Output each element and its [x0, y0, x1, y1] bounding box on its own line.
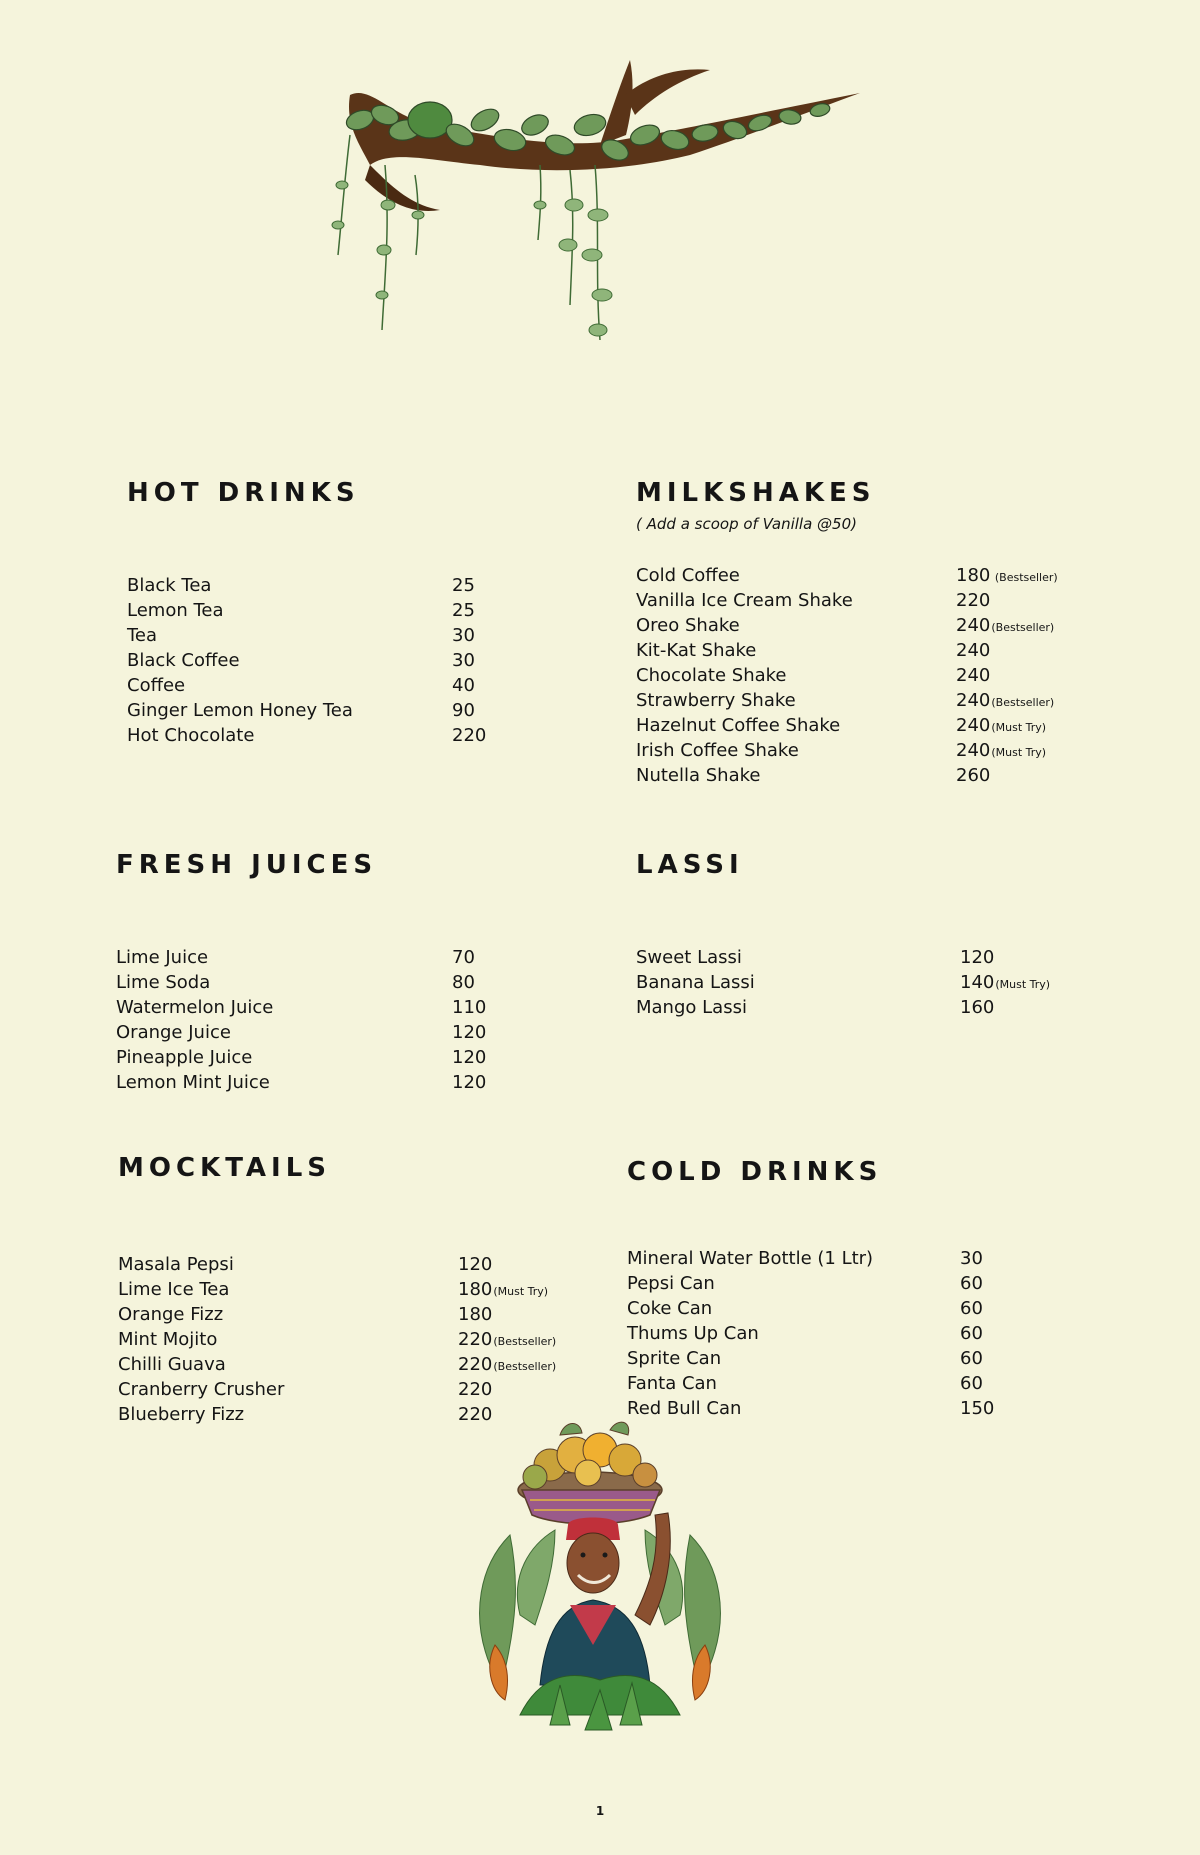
price-value: 240: [956, 740, 991, 761]
price-value: 160: [960, 997, 995, 1018]
price-value: 220: [458, 1379, 493, 1400]
item-name: Chilli Guava: [118, 1354, 226, 1375]
item-name: Watermelon Juice: [116, 997, 274, 1018]
price-value: 240: [956, 715, 991, 736]
item-tag: (Bestseller): [991, 571, 1058, 584]
menu-list: [636, 945, 1051, 1020]
item-name: Lime Juice: [116, 947, 209, 968]
item-price: [452, 995, 486, 1020]
milkshakes-section: [636, 476, 1058, 788]
item-name: Pepsi Can: [627, 1273, 715, 1294]
price-value: 70: [452, 947, 475, 968]
menu-item: [636, 613, 1055, 638]
price-value: 110: [452, 997, 487, 1018]
section-title: MILKSHAKES: [636, 478, 876, 508]
price-value: 60: [960, 1373, 983, 1394]
item-tag: (Must Try): [991, 721, 1047, 734]
menu-list: [116, 945, 487, 1095]
item-name: Banana Lassi: [636, 972, 755, 993]
section-title: HOT DRINKS: [127, 478, 360, 508]
item-price: [960, 1371, 983, 1396]
item-name: Mineral Water Bottle (1 Ltr): [627, 1248, 874, 1269]
item-price: [960, 995, 994, 1020]
menu-item: [116, 970, 475, 995]
menu-item: [636, 995, 995, 1020]
item-name: Cold Coffee: [636, 565, 740, 586]
menu-item: [118, 1352, 557, 1377]
price-value: 140: [960, 972, 995, 993]
item-tag: (Bestseller): [493, 1335, 557, 1348]
item-price: [452, 698, 475, 723]
price-value: 150: [960, 1398, 995, 1419]
menu-item: [127, 648, 475, 673]
item-price: [956, 563, 1058, 590]
item-name: Masala Pepsi: [118, 1254, 234, 1275]
price-value: 180: [956, 565, 991, 586]
cold-drinks-section: [627, 1155, 995, 1421]
menu-item: [118, 1252, 493, 1277]
price-value: 90: [452, 700, 475, 721]
item-tag: (Bestseller): [991, 696, 1055, 709]
item-name: Kit-Kat Shake: [636, 640, 757, 661]
menu-item: [118, 1302, 493, 1327]
hot-drinks-section: [127, 476, 487, 748]
menu-item: [116, 1070, 487, 1095]
item-name: Mango Lassi: [636, 997, 747, 1018]
item-price: [452, 1070, 486, 1095]
price-value: 30: [960, 1248, 983, 1269]
menu-item: [627, 1321, 983, 1346]
price-value: 260: [956, 765, 991, 786]
item-name: Chocolate Shake: [636, 665, 787, 686]
price-value: 240: [956, 690, 991, 711]
branch-with-vines-illustration: [330, 55, 870, 350]
item-price: [956, 663, 990, 688]
menu-item: [627, 1346, 983, 1371]
item-price: [452, 945, 475, 970]
price-value: 240: [956, 665, 991, 686]
item-price: [458, 1327, 556, 1354]
item-tag: (Bestseller): [493, 1360, 557, 1373]
item-price: [452, 1045, 486, 1070]
price-value: 220: [956, 590, 991, 611]
item-name: Ginger Lemon Honey Tea: [127, 700, 353, 721]
item-name: Lemon Mint Juice: [116, 1072, 270, 1093]
menu-item: [116, 945, 475, 970]
menu-item: [627, 1271, 983, 1296]
price-value: 25: [452, 600, 475, 621]
menu-list: [636, 563, 1058, 788]
menu-item: [627, 1296, 983, 1321]
price-value: 220: [458, 1329, 493, 1350]
menu-item: [118, 1402, 493, 1427]
price-value: 120: [452, 1047, 487, 1068]
menu-item: [127, 598, 475, 623]
item-name: Lime Ice Tea: [118, 1279, 230, 1300]
menu-item: [627, 1371, 983, 1396]
item-price: [956, 613, 1054, 640]
item-name: Lemon Tea: [127, 600, 224, 621]
mocktails-section: [118, 1151, 557, 1427]
item-name: Pineapple Juice: [116, 1047, 253, 1068]
item-name: Oreo Shake: [636, 615, 740, 636]
item-name: Vanilla Ice Cream Shake: [636, 590, 853, 611]
item-price: [956, 713, 1046, 740]
item-price: [960, 1346, 983, 1371]
menu-item: [118, 1277, 549, 1302]
price-value: 220: [458, 1354, 493, 1375]
item-price: [452, 623, 475, 648]
item-price: [960, 1296, 983, 1321]
menu-list: [118, 1252, 557, 1427]
section-title: COLD DRINKS: [627, 1157, 883, 1187]
item-name: Tea: [127, 625, 158, 646]
menu-item: [636, 713, 1047, 738]
price-value: 220: [452, 725, 487, 746]
price-value: 25: [452, 575, 475, 596]
item-name: Orange Fizz: [118, 1304, 224, 1325]
menu-item: [636, 970, 1051, 995]
item-price: [458, 1352, 556, 1379]
item-price: [458, 1302, 492, 1327]
fruit-vendor-illustration: [460, 1415, 740, 1735]
item-price: [452, 1020, 486, 1045]
item-name: Sweet Lassi: [636, 947, 742, 968]
menu-item: [127, 573, 475, 598]
item-price: [960, 1271, 983, 1296]
menu-item: [636, 563, 1058, 588]
item-price: [452, 648, 475, 673]
price-value: 60: [960, 1323, 983, 1344]
price-value: 180: [458, 1279, 493, 1300]
item-name: Sprite Can: [627, 1348, 722, 1369]
item-price: [956, 638, 990, 663]
menu-item: [127, 698, 475, 723]
item-tag: (Must Try): [991, 746, 1047, 759]
price-value: 120: [452, 1022, 487, 1043]
menu-list: [627, 1246, 995, 1421]
item-name: Blueberry Fizz: [118, 1404, 245, 1425]
menu-list: [127, 573, 487, 748]
item-price: [960, 1246, 983, 1271]
price-value: 60: [960, 1298, 983, 1319]
item-name: Black Coffee: [127, 650, 240, 671]
menu-item: [636, 763, 991, 788]
section-title: LASSI: [636, 850, 744, 880]
menu-item: [636, 688, 1055, 713]
item-name: Fanta Can: [627, 1373, 717, 1394]
section-title: FRESH JUICES: [116, 850, 378, 880]
price-value: 40: [452, 675, 475, 696]
item-name: Irish Coffee Shake: [636, 740, 799, 761]
item-name: Thums Up Can: [627, 1323, 759, 1344]
menu-item: [116, 995, 487, 1020]
item-price: [452, 598, 475, 623]
menu-item: [127, 623, 475, 648]
menu-item: [636, 738, 1047, 763]
item-price: [960, 1396, 994, 1421]
menu-item: [627, 1246, 983, 1271]
price-value: 60: [960, 1348, 983, 1369]
item-price: [452, 723, 486, 748]
item-price: [956, 763, 990, 788]
price-value: 240: [956, 640, 991, 661]
price-value: 240: [956, 615, 991, 636]
menu-item: [636, 638, 991, 663]
menu-item: [636, 663, 991, 688]
price-value: 220: [458, 1404, 493, 1425]
item-name: Coffee: [127, 675, 186, 696]
item-name: Mint Mojito: [118, 1329, 218, 1350]
menu-item: [118, 1327, 557, 1352]
item-tag: (Must Try): [493, 1285, 549, 1298]
item-name: Red Bull Can: [627, 1398, 742, 1419]
item-price: [956, 588, 990, 613]
item-name: Orange Juice: [116, 1022, 231, 1043]
item-price: [452, 573, 475, 598]
price-value: 60: [960, 1273, 983, 1294]
menu-item: [636, 945, 995, 970]
price-value: 180: [458, 1304, 493, 1325]
price-value: 120: [452, 1072, 487, 1093]
menu-item: [116, 1020, 487, 1045]
item-name: Nutella Shake: [636, 765, 761, 786]
lassi-section: [636, 848, 1051, 1020]
item-name: Cranberry Crusher: [118, 1379, 285, 1400]
price-value: 120: [458, 1254, 493, 1275]
menu-item: [127, 673, 475, 698]
item-price: [956, 688, 1054, 715]
item-name: Strawberry Shake: [636, 690, 796, 711]
item-name: Coke Can: [627, 1298, 713, 1319]
menu-item: [127, 723, 487, 748]
menu-item: [118, 1377, 493, 1402]
item-price: [452, 970, 475, 995]
page-number: 1: [595, 1804, 605, 1818]
menu-item: [116, 1045, 487, 1070]
price-value: 30: [452, 650, 475, 671]
item-price: [960, 1321, 983, 1346]
item-tag: (Bestseller): [991, 621, 1055, 634]
price-value: 120: [960, 947, 995, 968]
item-price: [458, 1252, 492, 1277]
item-tag: (Must Try): [995, 978, 1051, 991]
item-price: [458, 1277, 548, 1304]
menu-item: [636, 588, 991, 613]
section-title: MOCKTAILS: [118, 1153, 332, 1183]
item-price: [452, 673, 475, 698]
section-note: ( Add a scoop of Vanilla @50): [636, 515, 857, 533]
item-name: Hot Chocolate: [127, 725, 255, 746]
item-price: [458, 1377, 492, 1402]
item-name: Hazelnut Coffee Shake: [636, 715, 841, 736]
price-value: 30: [452, 625, 475, 646]
item-price: [960, 970, 1050, 997]
item-price: [960, 945, 994, 970]
item-name: Lime Soda: [116, 972, 211, 993]
item-name: Black Tea: [127, 575, 212, 596]
item-price: [956, 738, 1046, 765]
fresh-juices-section: [116, 848, 487, 1095]
price-value: 80: [452, 972, 475, 993]
